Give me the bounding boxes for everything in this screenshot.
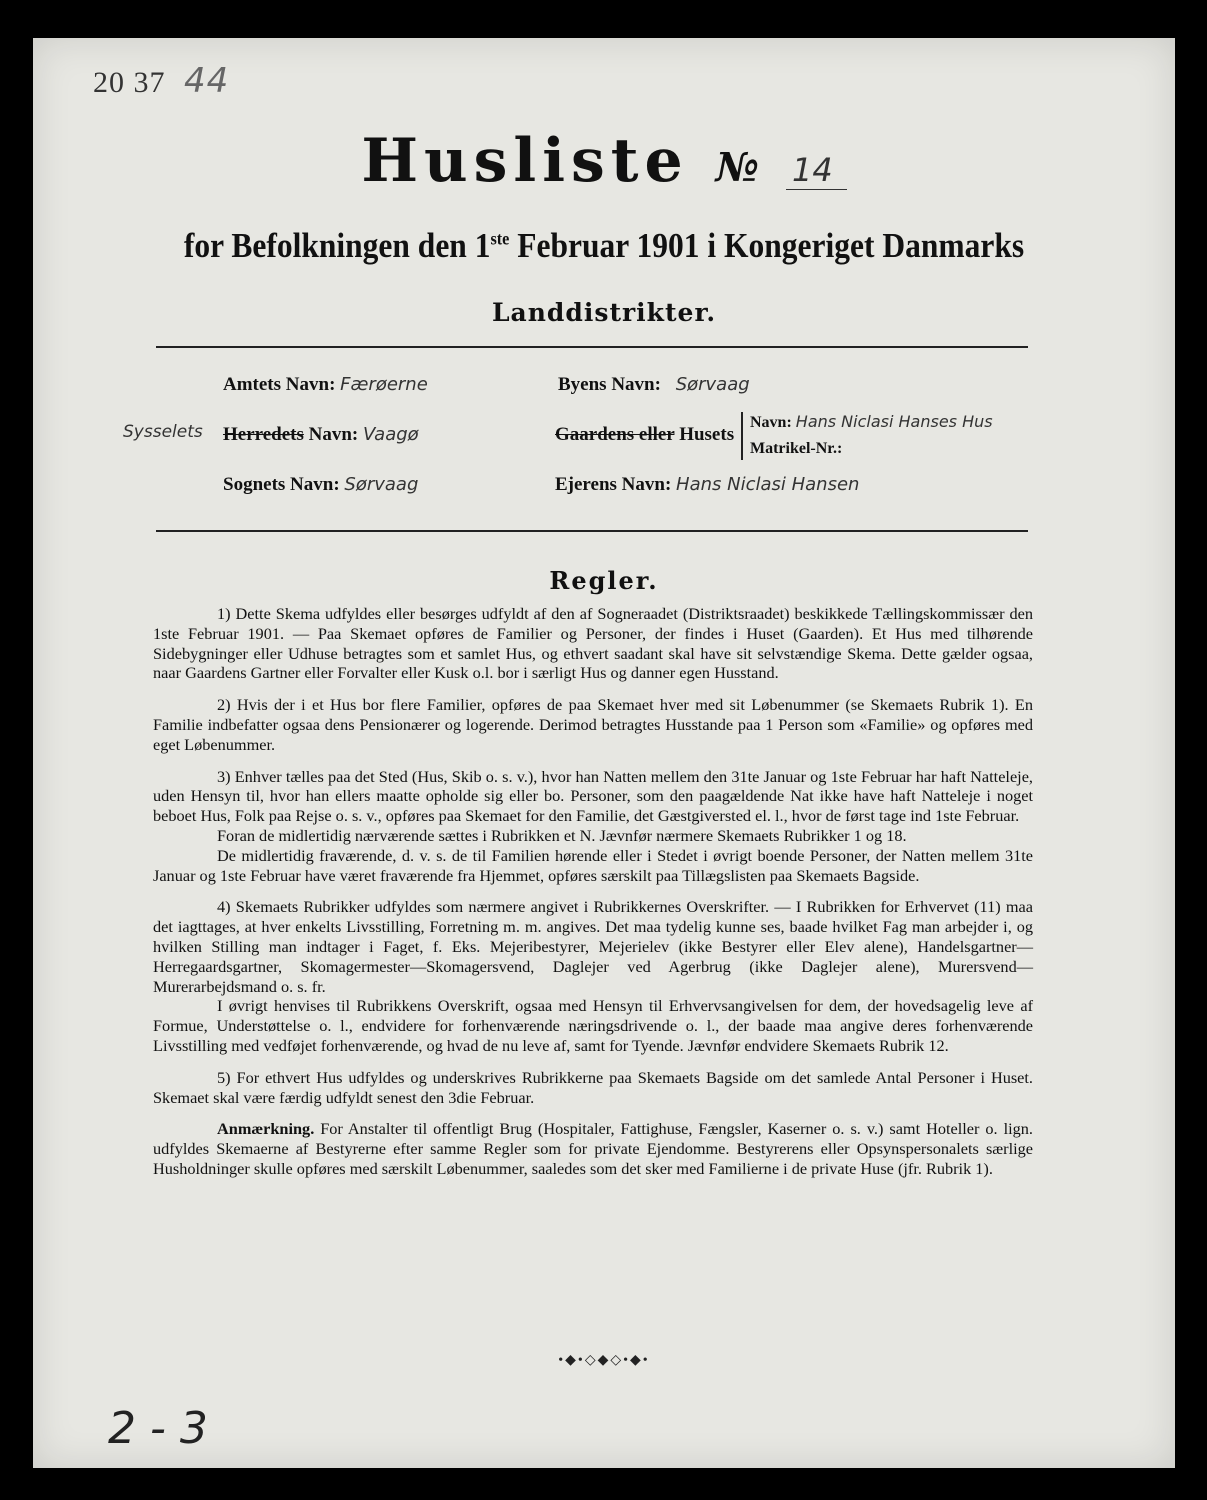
form-subtitle	[90, 226, 1118, 266]
district-heading: Landdistrikter.	[491, 298, 717, 327]
byen-label: Byens Navn:	[558, 374, 661, 395]
rule-5: 5) For ethvert Hus udfyldes og underskrives Rubrikkerne paa Skemaets Bagside om det samlede Antal Personer i Huset. Skemaet skal være færdig udfyldt senest den 3die Februar.	[153, 1067, 1033, 1107]
subtitle-part-2: Februar 1901 i Kongeriget Danmarks	[509, 226, 1025, 265]
list-number-value: 14	[786, 151, 847, 190]
hus-navn-label: Navn:	[750, 414, 792, 431]
huset-label: Husets	[679, 424, 735, 445]
gaard-field	[555, 424, 734, 446]
rules-heading: Regler.	[549, 566, 659, 595]
sogn-label: Sognets Navn:	[223, 474, 340, 495]
title-text: Husliste	[361, 126, 689, 196]
margin-handwritten-number: 44	[184, 61, 230, 101]
remark	[153, 1119, 1033, 1178]
bottom-handwritten-note: 2 - 3	[108, 1403, 208, 1454]
ejer-label: Ejerens Navn:	[555, 474, 672, 495]
matrikel-label: Matrikel-Nr.:	[750, 440, 843, 457]
rule-3: 3) Enhver tælles paa det Sted (Hus, Skib o. s. v.), hvor han Natten mellem den 31te Januar og 1ste Februar har haft Natteleje, uden Hensyn til, hvor han ellers maatte opholde sig eller bo. Personer, som den paagældende Nat ikke have haft Natteleje i noget beboet Hus, Folk paa Rejse o. s. v., opføres paa Skemaet for den Familie, det Gæstgiversted el. l., hvor de først tage ind 1ste Februar.	[153, 766, 1033, 826]
byen-field	[558, 374, 750, 396]
amt-value: Færøerne	[340, 374, 428, 395]
bottom-divider	[156, 530, 1028, 532]
matrikel-field	[750, 440, 842, 458]
hus-navn-value: Hans Niclasi Hanses Hus	[795, 412, 993, 431]
sogn-value: Sørvaag	[344, 474, 419, 495]
rule-3-continued-a: Foran de midlertidig nærværende sættes i Rubrikken et N. Jævnfør nærmere Skemaets Rubrikker 1 og 18.	[217, 825, 907, 845]
form-title	[33, 126, 1175, 196]
ejer-value: Hans Niclasi Hansen	[676, 474, 860, 495]
remark-text: For Anstalter til offentligt Brug (Hospitaler, Fattighuse, Fængsler, Kaserner o. s. v.) samt Hoteller o. lign. udfyldes Skemaerne af Bestyrerne efter samme Regler som for private Ejendomme. Bestyrerens eller Opsynspersonalets særlige Husholdninger skulle opføres med særskilt Løbenummer, saaledes som det sker med Familierne i de private Huse (jfr. Rubrik 1).	[153, 1119, 1033, 1178]
census-form-page	[33, 38, 1175, 1468]
margin-numbers	[93, 61, 229, 101]
hus-navn-field	[750, 412, 993, 432]
rules-body	[153, 604, 1033, 1191]
margin-printed-numbers: 20 37	[93, 66, 166, 99]
herred-value: Vaagø	[363, 424, 419, 445]
top-divider	[156, 346, 1028, 348]
sogn-field	[223, 474, 418, 496]
subtitle-part-1: for Befolkningen den 1	[183, 226, 491, 265]
rule-1: 1) Dette Skema udfyldes eller besørges udfyldt af den af Sogneraadet (Distriktsraadet) beskikkede Tællingskommissær den 1ste Februar 1901. — Paa Skemaet opføres de Familier og Personer, der findes i Huset (Gaarden). Et Hus med tilhørende Sidebygninger eller Udhuse betragtes som et samlet Hus, og ethvert saadant skal have sit selvstændige Skema. Dette gælder ogsaa, naar Gaardens Gartner eller Forvalter eller Kusk o.l. bor i særligt Hus og danner egen Husstand.	[153, 604, 1033, 683]
ejer-field	[555, 474, 859, 496]
amt-label: Amtets Navn:	[223, 374, 336, 395]
herred-field	[223, 424, 419, 446]
herred-label: Navn:	[308, 424, 359, 445]
end-ornament: •◆•◇◆◇•◆•	[558, 1353, 650, 1368]
remark-label: Anmærkning.	[217, 1119, 315, 1139]
rule-2: 2) Hvis der i et Hus bor flere Familier, opføres de paa Skemaet hver med sit Løbenummer (se Skemaets Rubrik 1). En Familie indbefatter ogsaa dens Pensionærer og logerende. Derimod betragtes Husstande paa 1 Person som «Familie» og opføres med eget Løbenummer.	[153, 695, 1033, 754]
herred-struck-label: Herredets	[223, 424, 304, 445]
subtitle-superscript: ste	[490, 228, 510, 249]
rule-3-continued-b: De midlertidig fraværende, d. v. s. de til Familien hørende eller i Stedet i øvrigt boende Personer, der Natten mellem 31te Januar og 1ste Februar have været fraværende fra Hjemmet, opføres særskilt paa Tillægslisten paa Skemaets Bagside.	[153, 845, 1033, 885]
gaard-struck-label: Gaardens eller	[555, 424, 675, 445]
rule-4-continued: I øvrigt henvises til Rubrikkens Overskrift, ogsaa med Hensyn til Erhvervsangivelsen for dem, der hovedsagelig leve af Formue, Understøttelse o. l., endvidere for forhenværende næringsdrivende o. l., der baade maa angive deres forhenværende Livsstilling med vedføjet forhenværende, og hvad de nu leve af, samt for Tyende. Jævnfør endvidere Skemaets Rubrik 12.	[153, 996, 1033, 1055]
amt-field	[223, 374, 428, 396]
rule-4: 4) Skemaets Rubrikker udfyldes som nærmere angivet i Rubrikkernes Overskrifter. — I Rubrikken for Erhvervet (11) maa det iagttages, at hver enkelts Livsstilling, Forretning m. m. angives. Det maa tydelig kunne ses, baade hvilket Fag man arbejder i, og hvilken Stilling man indtager i Faget, f. Eks. Mejeribestyrer, Mejerielev (ikke Bestyrer eller Elev alene), Handelsgartner—Herregaardsgartner, Skomagermester—Skomagersvend, Daglejer ved Agerbrug (ikke Daglejer alene), Murersvend—Murerarbejdsmand o. s. fr.	[153, 897, 1033, 996]
number-prefix: №	[715, 144, 760, 191]
syssel-note: Sysselets	[123, 422, 203, 442]
bracket	[741, 412, 743, 460]
byen-value: Sørvaag	[675, 374, 750, 395]
